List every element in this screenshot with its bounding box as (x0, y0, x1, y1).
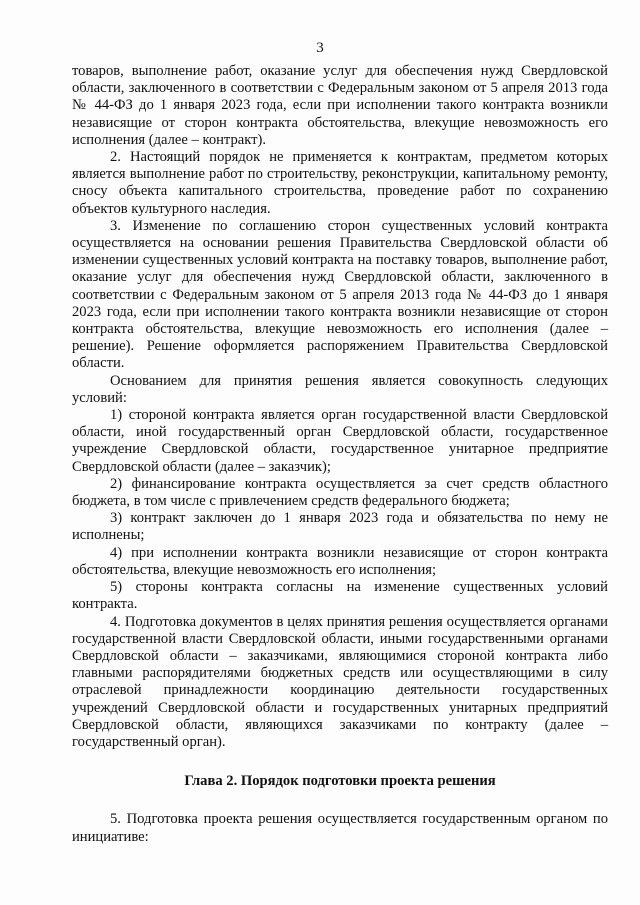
paragraph-item-4: 4. Подготовка документов в целях принятия решения осуществляется органами государственной власти Свердловской области, иными государственными органами Свердловской области – заказчиками, являющимися стороной контракта либо главными распорядителями бюджетных средств или осуществляющими в силу отраслевой принадлежности координацию деятельности государственных учреждений Свердловской области и государственных унитарных предприятий Свердловской области, являющихся заказчиками по контракту (далее – государственный орган). (72, 613, 608, 750)
paragraph-item-3: 3. Изменение по соглашению сторон существенных условий контракта осуществляется на основании решения Правительства Свердловской области об изменении существенных условий контракта на поставку товаров, выполнение работ, оказание услуг для обеспечения нужд Свердловской области, заключенного в соответствии с Федеральным законом от 5 апреля 2013 года № 44-ФЗ до 1 января 2023 года, если при исполнении такого контракта возникли независящие от сторон контракта обстоятельства, влекущие невозможность его исполнения (далее – решение). Решение оформляется распоряжением Правительства Свердловской области. (72, 217, 608, 372)
condition-4: 4) при исполнении контракта возникли независящие от сторон контракта обстоятельства, влекущие невозможность его исполнения; (72, 544, 608, 578)
chapter-heading: Глава 2. Порядок подготовки проекта решения (184, 773, 496, 790)
condition-1: 1) стороной контракта является орган государственной власти Свердловской области, иной государственный орган Свердловской области, государственное учреждение Свердловской области, государственное унитарное предприятие Свердловской области (далее – заказчик); (72, 407, 608, 475)
paragraph-item-5: 5. Подготовка проекта решения осуществляется государственным органом по инициативе: (72, 811, 608, 845)
condition-5: 5) стороны контракта согласны на изменение существенных условий контракта. (72, 579, 608, 613)
paragraph-item-2: 2. Настоящий порядок не применяется к контрактам, предметом которых является выполнение работ по строительству, реконструкции, капитальному ремонту, сносу объекта капитального строительства, проведение работ по сохранению объектов культурного наследия. (72, 149, 608, 217)
paragraph-conditions-intro: Основанием для принятия решения является совокупность следующих условий: (72, 372, 608, 406)
condition-2: 2) финансирование контракта осуществляется за счет средств областного бюджета, в том числе с привлечением средств федерального бюджета; (72, 475, 608, 510)
paragraph-continuation: товаров, выполнение работ, оказание услуг для обеспечения нужд Свердловской области, заключенного в соответствии с Федеральным законом от 5 апреля 2013 года № 44-ФЗ до 1 января 2023 года, если при исполнении такого контракта возникли независящие от сторон контракта обстоятельства, влекущие невозможность его исполнения (далее – контракт). (72, 63, 608, 148)
page-number: 3 (316, 40, 324, 56)
condition-3: 3) контракт заключен до 1 января 2023 года и обязательства по нему не исполнены; (72, 510, 608, 544)
document-body (72, 63, 608, 846)
